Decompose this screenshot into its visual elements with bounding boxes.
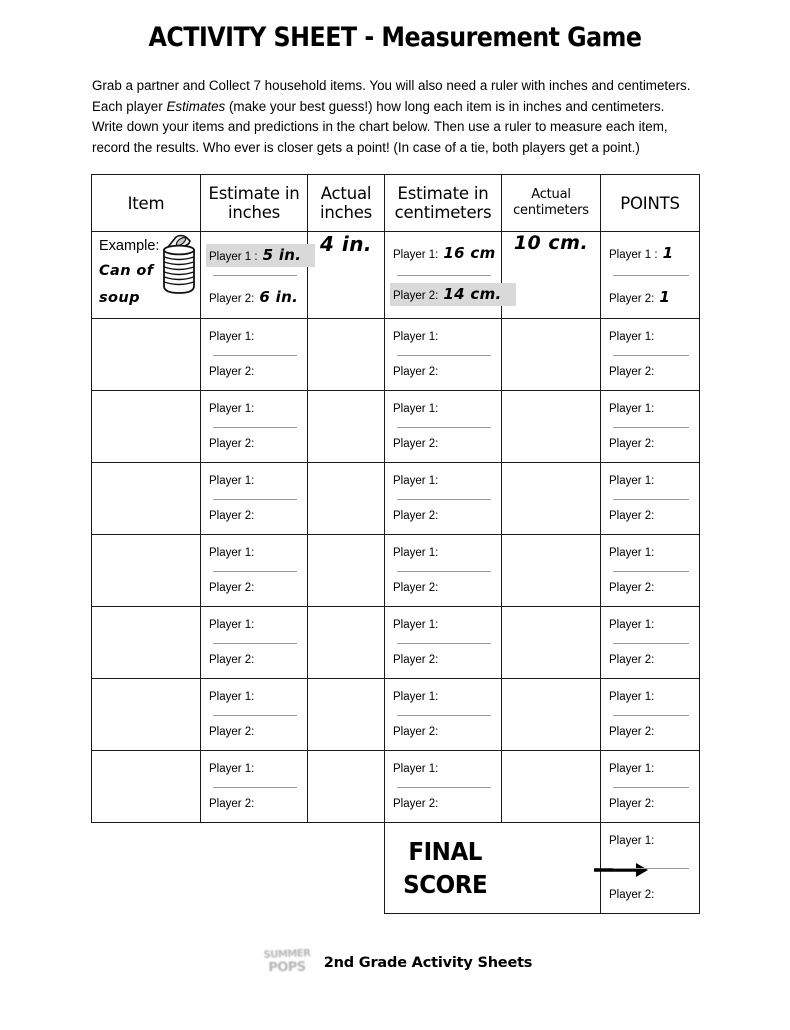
slot-divider-rule — [613, 275, 689, 276]
example-estimate-inches-player1 — [206, 244, 315, 267]
player1-label: Player 1: — [393, 763, 439, 775]
final-score-row — [92, 823, 700, 914]
player2-label: Player 2: — [393, 438, 439, 450]
blank-rows-group — [92, 319, 700, 823]
column-header-actual-inches: Actual inches — [308, 175, 385, 232]
blank-estimate-centimeters-cell[interactable] — [385, 751, 502, 823]
blank-points-cell[interactable] — [601, 463, 700, 535]
player2-label: Player 2: — [609, 726, 655, 738]
player2-label: Player 2: — [209, 654, 255, 666]
measurement-table — [91, 174, 700, 914]
player1-label: Player 1: — [393, 691, 439, 703]
player2-label: Player 2: — [209, 726, 255, 738]
slot-divider-rule — [613, 355, 689, 356]
player2-value: 1 — [659, 288, 671, 306]
blank-actual-centimeters-cell[interactable] — [502, 391, 601, 463]
player1-value: 5 in. — [262, 246, 302, 264]
logo-line-1: SUMMER — [263, 948, 311, 961]
column-header-points: POINTS — [601, 175, 700, 232]
player1-label: Player 1: — [209, 619, 255, 631]
blank-actual-centimeters-cell[interactable] — [502, 319, 601, 391]
player2-label: Player 2: — [393, 510, 439, 522]
example-actual-centimeters: 10 cm. — [502, 232, 601, 319]
table-row — [92, 679, 700, 751]
player2-label: Player 2: — [209, 798, 255, 810]
player1-label: Player 1: — [393, 619, 439, 631]
example-points-player1 — [609, 244, 673, 262]
blank-item-cell[interactable] — [92, 319, 201, 391]
column-header-estimate-inches: Estimate in inches — [201, 175, 308, 232]
player2-label: Player 2: — [393, 582, 439, 594]
example-estimate-inches-player2 — [209, 288, 298, 306]
blank-item-cell[interactable] — [92, 751, 201, 823]
blank-item-cell[interactable] — [92, 679, 201, 751]
player1-label: Player 1: — [609, 331, 655, 343]
blank-estimate-inches-cell[interactable] — [201, 535, 308, 607]
example-item-cell — [92, 232, 201, 319]
player1-label: Player 1 : — [209, 251, 258, 263]
blank-item-cell[interactable] — [92, 463, 201, 535]
blank-actual-inches-cell[interactable] — [308, 535, 385, 607]
player1-label: Player 1: — [609, 763, 655, 775]
slot-divider-rule — [213, 715, 297, 716]
player1-label: Player 1: — [609, 547, 655, 559]
table-row — [92, 463, 700, 535]
blank-actual-centimeters-cell[interactable] — [502, 607, 601, 679]
player2-value: 14 cm. — [443, 285, 502, 303]
blank-points-cell[interactable] — [601, 319, 700, 391]
blank-estimate-centimeters-cell[interactable] — [385, 607, 502, 679]
player1-label: Player 1: — [609, 403, 655, 415]
player2-label: Player 2: — [609, 366, 655, 378]
instructions-emphasis: Estimates — [166, 98, 226, 114]
blank-actual-inches-cell[interactable] — [308, 391, 385, 463]
page-title: ACTIVITY SHEET - Measurement Game — [148, 22, 642, 53]
player2-label: Player 2: — [609, 798, 655, 810]
slot-divider-rule — [397, 787, 491, 788]
slot-divider-rule — [397, 643, 491, 644]
example-label: Example: — [99, 238, 160, 254]
instructions-paragraph — [92, 76, 698, 158]
player2-value: 6 in. — [259, 288, 299, 306]
player1-label: Player 1: — [393, 249, 439, 261]
player2-label: Player 2: — [393, 726, 439, 738]
player2-label: Player 2: — [609, 582, 655, 594]
blank-item-cell[interactable] — [92, 535, 201, 607]
blank-estimate-centimeters-cell[interactable] — [385, 535, 502, 607]
blank-points-cell[interactable] — [601, 607, 700, 679]
player2-label: Player 2: — [609, 293, 655, 305]
final-score-cell — [385, 823, 601, 914]
logo-line-2: POPS — [267, 959, 306, 976]
final-row-spacer-item — [92, 823, 201, 914]
player2-label: Player 2: — [209, 366, 255, 378]
slot-divider-rule — [213, 355, 297, 356]
slot-divider-rule — [213, 643, 297, 644]
player1-label: Player 1: — [609, 619, 655, 631]
instructions-text-part2: (make your best guess!) how long each item is in inches and centimeters. Write down your items and predictions in the chart below. Then use a ruler to measure each item, record the results. Who ever is closer gets a point! (In case of a tie, both players get a point.) — [92, 98, 668, 155]
blank-actual-centimeters-cell[interactable] — [502, 751, 601, 823]
table-row — [92, 607, 700, 679]
player2-label: Player 2: — [609, 654, 655, 666]
final-points-player1: Player 1: — [609, 835, 655, 847]
blank-estimate-inches-cell[interactable] — [201, 463, 308, 535]
final-points-cell — [601, 823, 700, 914]
blank-item-cell[interactable] — [92, 607, 201, 679]
slot-divider-rule — [397, 715, 491, 716]
blank-item-cell[interactable] — [92, 391, 201, 463]
table-row — [92, 319, 700, 391]
slot-divider-rule — [613, 643, 689, 644]
example-actual-inches: 4 in. — [308, 232, 385, 319]
blank-estimate-inches-cell[interactable] — [201, 679, 308, 751]
final-score-label: FINAL SCORE — [403, 837, 488, 899]
player1-label: Player 1: — [609, 475, 655, 487]
column-header-estimate-centimeters: Estimate in centimeters — [385, 175, 502, 232]
player1-label: Player 1: — [393, 403, 439, 415]
blank-estimate-inches-cell[interactable] — [201, 751, 308, 823]
player1-label: Player 1 : — [609, 249, 658, 261]
blank-actual-inches-cell[interactable] — [308, 463, 385, 535]
blank-actual-inches-cell[interactable] — [308, 319, 385, 391]
player1-label: Player 1: — [393, 547, 439, 559]
player2-label: Player 2: — [609, 510, 655, 522]
slot-divider-rule — [397, 571, 491, 572]
player1-label: Player 1: — [393, 475, 439, 487]
blank-actual-centimeters-cell[interactable] — [502, 679, 601, 751]
player1-label: Player 1: — [209, 691, 255, 703]
column-header-item: Item — [92, 175, 201, 232]
player2-label: Player 2: — [393, 798, 439, 810]
blank-estimate-inches-cell[interactable] — [201, 391, 308, 463]
player1-label: Player 1: — [209, 403, 255, 415]
player1-label: Player 1: — [393, 331, 439, 343]
blank-points-cell[interactable] — [601, 391, 700, 463]
footer — [0, 948, 790, 978]
example-item-name: Can of soup — [99, 263, 154, 306]
blank-points-cell[interactable] — [601, 751, 700, 823]
player1-label: Player 1: — [209, 331, 255, 343]
blank-estimate-centimeters-cell[interactable] — [385, 679, 502, 751]
player2-label: Player 2: — [609, 438, 655, 450]
player1-value: 16 cm — [443, 244, 496, 262]
column-header-actual-centimeters: Actual centimeters — [502, 175, 601, 232]
slot-divider-rule — [613, 787, 689, 788]
slot-divider-rule — [613, 715, 689, 716]
blank-estimate-inches-cell[interactable] — [201, 319, 308, 391]
soup-can-icon — [156, 233, 204, 297]
slot-divider-rule — [397, 499, 491, 500]
blank-estimate-centimeters-cell[interactable] — [385, 391, 502, 463]
blank-points-cell[interactable] — [601, 679, 700, 751]
player1-label: Player 1: — [209, 763, 255, 775]
instructions-text-part1: Grab a partner and Collect 7 household items. You will also need a ruler with inches and centimeters. Each player — [92, 78, 691, 114]
blank-estimate-inches-cell[interactable] — [201, 607, 308, 679]
blank-points-cell[interactable] — [601, 535, 700, 607]
player2-label: Player 2: — [209, 582, 255, 594]
final-row-spacer-actual-inches — [308, 823, 385, 914]
slot-divider-rule — [213, 275, 297, 276]
table-row — [92, 751, 700, 823]
example-row — [92, 232, 700, 319]
table-row — [92, 391, 700, 463]
slot-divider-rule — [213, 499, 297, 500]
example-estimate-centimeters-cell — [385, 232, 502, 319]
slot-divider-rule — [613, 571, 689, 572]
player2-label: Player 2: — [393, 366, 439, 378]
example-points-cell — [601, 232, 700, 319]
example-estimate-inches-cell — [201, 232, 308, 319]
slot-divider-rule — [213, 787, 297, 788]
blank-actual-inches-cell[interactable] — [308, 679, 385, 751]
player1-label: Player 1: — [209, 475, 255, 487]
slot-divider-rule — [613, 868, 689, 869]
player2-label: Player 2: — [209, 510, 255, 522]
slot-divider-rule — [613, 499, 689, 500]
blank-estimate-centimeters-cell[interactable] — [385, 319, 502, 391]
blank-actual-centimeters-cell[interactable] — [502, 463, 601, 535]
example-estimate-cm-player1 — [393, 244, 496, 262]
example-points-player2 — [609, 288, 670, 306]
blank-actual-centimeters-cell[interactable] — [502, 535, 601, 607]
table-row — [92, 535, 700, 607]
blank-actual-inches-cell[interactable] — [308, 607, 385, 679]
player1-value: 1 — [662, 244, 674, 262]
player2-label: Player 2: — [393, 654, 439, 666]
table-header-row — [92, 175, 700, 232]
slot-divider-rule — [213, 427, 297, 428]
player2-label: Player 2: — [209, 293, 255, 305]
footer-label: 2nd Grade Activity Sheets — [323, 955, 533, 971]
player1-label: Player 1: — [209, 547, 255, 559]
slot-divider-rule — [397, 275, 491, 276]
slot-divider-rule — [213, 571, 297, 572]
slot-divider-rule — [397, 355, 491, 356]
player2-label: Player 2: — [393, 290, 439, 302]
blank-actual-inches-cell[interactable] — [308, 751, 385, 823]
player1-label: Player 1: — [609, 691, 655, 703]
slot-divider-rule — [397, 427, 491, 428]
final-points-player2: Player 2: — [609, 889, 655, 901]
example-estimate-cm-player2 — [390, 283, 516, 306]
final-row-spacer-estimate-inches — [201, 823, 308, 914]
summer-pops-logo-icon — [258, 948, 316, 978]
slot-divider-rule — [613, 427, 689, 428]
player2-label: Player 2: — [209, 438, 255, 450]
blank-estimate-centimeters-cell[interactable] — [385, 463, 502, 535]
